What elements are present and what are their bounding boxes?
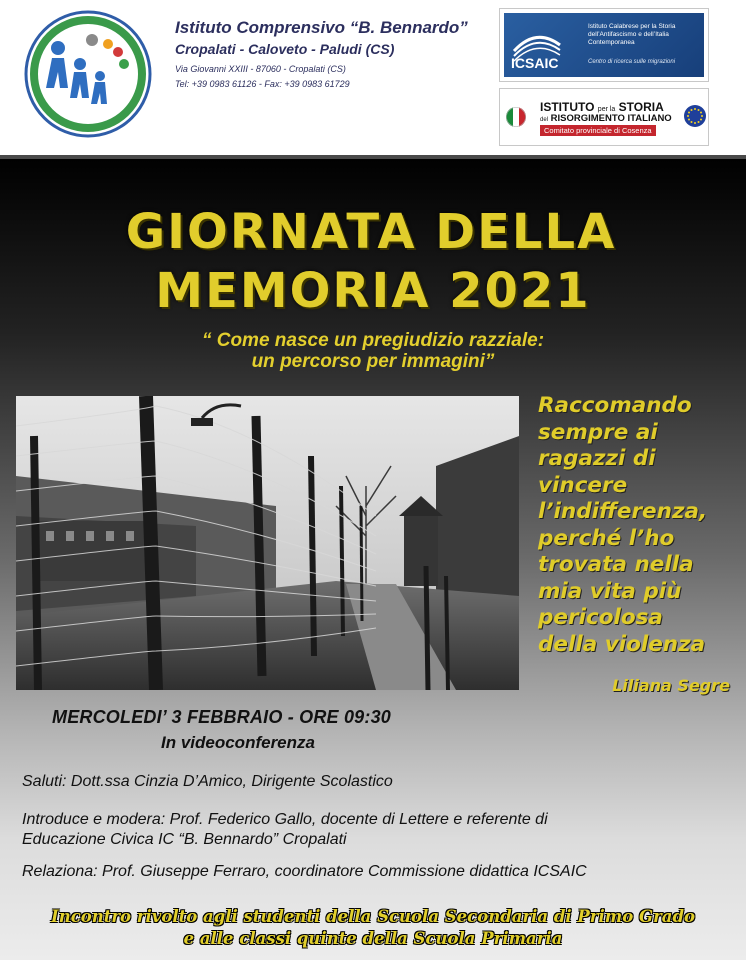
event-date-time: MERCOLEDI’ 3 FEBBRAIO - ORE 09:30 <box>52 707 391 727</box>
risorgimento-sub-text: RISORGIMENTO ITALIANO <box>550 113 672 124</box>
icsaic-banner <box>504 13 704 77</box>
subtitle <box>0 330 746 372</box>
eu-flag-icon <box>684 105 706 127</box>
title-line-1: GIORNATA DELLA <box>125 204 617 260</box>
title-line-2: MEMORIA 2021 <box>155 263 591 319</box>
introduce-text <box>22 810 722 850</box>
quote-line: mia vita più <box>538 578 682 604</box>
subtitle-line-1: “ Come nasce un pregiudizio razziale: <box>201 330 545 351</box>
camp-fence-photo <box>16 396 519 690</box>
icsaic-logo <box>499 8 709 82</box>
risorgimento-logo <box>499 88 709 146</box>
quote-line: l’indifferenza, <box>538 499 708 524</box>
risorgimento-title-b: STORIA <box>618 100 664 114</box>
icsaic-tagline: Centro di ricerca sulle migrazioni <box>588 59 676 65</box>
risorgimento-subtitle <box>540 113 672 124</box>
event-mode: In videoconferenza <box>161 733 315 752</box>
quote-line: Raccomando <box>538 393 692 418</box>
risorgimento-title-a: ISTITUTO <box>540 100 595 114</box>
quote-line: ragazzi di <box>538 446 656 471</box>
italian-flag-icon <box>506 107 526 127</box>
school-address: Via Giovanni XXIII - 87060 - Cropalati (CS) <box>175 64 346 74</box>
quote-author: Liliana Segre <box>612 676 730 695</box>
school-phone: Tel: +39 0983 61126 - Fax: +39 0983 61729 <box>175 79 350 89</box>
photo-illustration <box>16 396 519 690</box>
school-towns: Cropalati - Caloveto - Paludi (CS) <box>175 41 395 57</box>
risorgimento-sub-small: del <box>540 117 549 123</box>
quote-line: vincere <box>538 472 628 498</box>
icsaic-label: ICSAIC <box>511 55 559 71</box>
school-info <box>175 18 468 92</box>
subtitle-line-2: un percorso per immagini” <box>251 351 495 372</box>
header <box>0 0 746 155</box>
quote-line: della violenza <box>538 631 706 657</box>
quote-line: pericolosa <box>538 605 663 630</box>
icsaic-full-name: Istituto Calabrese per la Storia dell’Antifascismo e dell’Italia Contemporanea <box>588 23 676 46</box>
segre-quote <box>538 393 743 658</box>
school-name: Istituto Comprensivo “B. Bennardo” <box>175 18 468 37</box>
quote-line: sempre ai <box>538 419 658 445</box>
audience-line-1: Incontro rivolto agli studenti della Scuola Secondaria di Primo Grado <box>50 907 695 926</box>
school-logo <box>18 10 158 138</box>
risorgimento-committee: Comitato provinciale di Cosenza <box>540 125 656 136</box>
saluti-text: Saluti: Dott.ssa Cinzia D’Amico, Dirigente Scolastico <box>22 773 393 790</box>
relaziona-text: Relaziona: Prof. Giuseppe Ferraro, coordinatore Commissione didattica ICSAIC <box>22 863 587 880</box>
audience-text <box>0 906 746 950</box>
introduce-line-2: Educazione Civica IC “B. Bennardo” Cropalati <box>22 831 347 848</box>
quote-line: trovata nella <box>538 552 694 577</box>
introduce-line-1: Introduce e modera: Prof. Federico Gallo, docente di Lettere e referente di <box>22 811 548 828</box>
risorgimento-title-small: per la <box>597 106 616 113</box>
quote-line: perché l’ho <box>538 525 675 551</box>
audience-line-2: e alle classi quinte della Scuola Primaria <box>183 929 563 948</box>
header-divider <box>0 155 746 159</box>
